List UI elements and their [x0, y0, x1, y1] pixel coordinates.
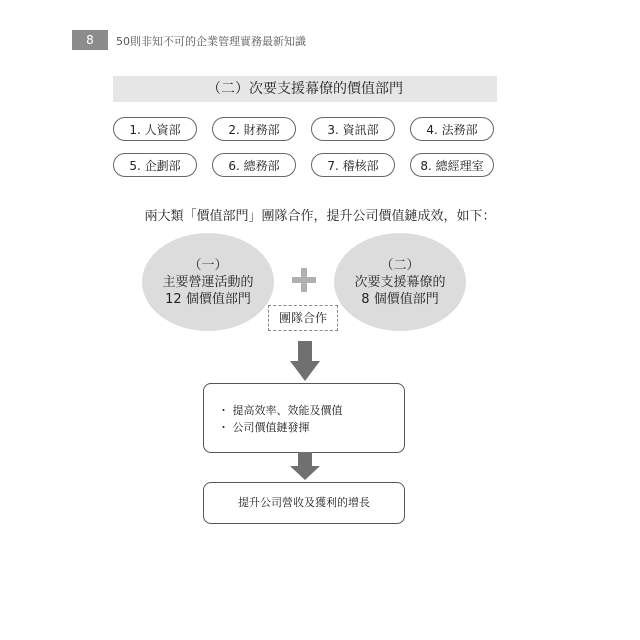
teamwork-label: 團隊合作: [268, 305, 338, 331]
support-group-label: （二）: [380, 257, 420, 273]
department-item: 1. 人資部: [113, 117, 197, 141]
primary-group-count: 12 個價值部門: [165, 291, 251, 307]
page-number: 8: [72, 30, 108, 50]
benefits-box: [203, 383, 405, 453]
primary-group-label: （一）: [188, 257, 228, 273]
book-title: 50則非知不可的企業管理實務最新知識: [116, 35, 306, 48]
benefit-item: ・ 公司價值鏈發揮: [218, 421, 310, 434]
department-item: 6. 總務部: [212, 153, 296, 177]
result-box: 提升公司營收及獲利的增長: [203, 482, 405, 524]
section-title: （二）次要支援幕僚的價值部門: [113, 76, 497, 102]
primary-activities-circle: [142, 233, 274, 331]
down-arrow-icon: [290, 452, 320, 480]
department-item: 8. 總經理室: [410, 153, 494, 177]
primary-group-desc: 主要營運活動的: [162, 274, 254, 290]
department-item: 3. 資訊部: [311, 117, 395, 141]
down-arrow-icon: [290, 341, 320, 381]
support-staff-circle: [334, 233, 466, 331]
intro-text: 兩大類「價值部門」團隊合作，提升公司價值鏈成效，如下：: [144, 209, 496, 224]
support-group-count: 8 個價值部門: [361, 291, 439, 307]
benefit-item: ・ 提高效率、效能及價值: [218, 404, 343, 417]
department-item: 4. 法務部: [410, 117, 494, 141]
department-item: 5. 企劃部: [113, 153, 197, 177]
department-item: 7. 稽核部: [311, 153, 395, 177]
plus-icon: [292, 268, 316, 292]
support-group-desc: 次要支援幕僚的: [354, 274, 446, 290]
department-item: 2. 財務部: [212, 117, 296, 141]
